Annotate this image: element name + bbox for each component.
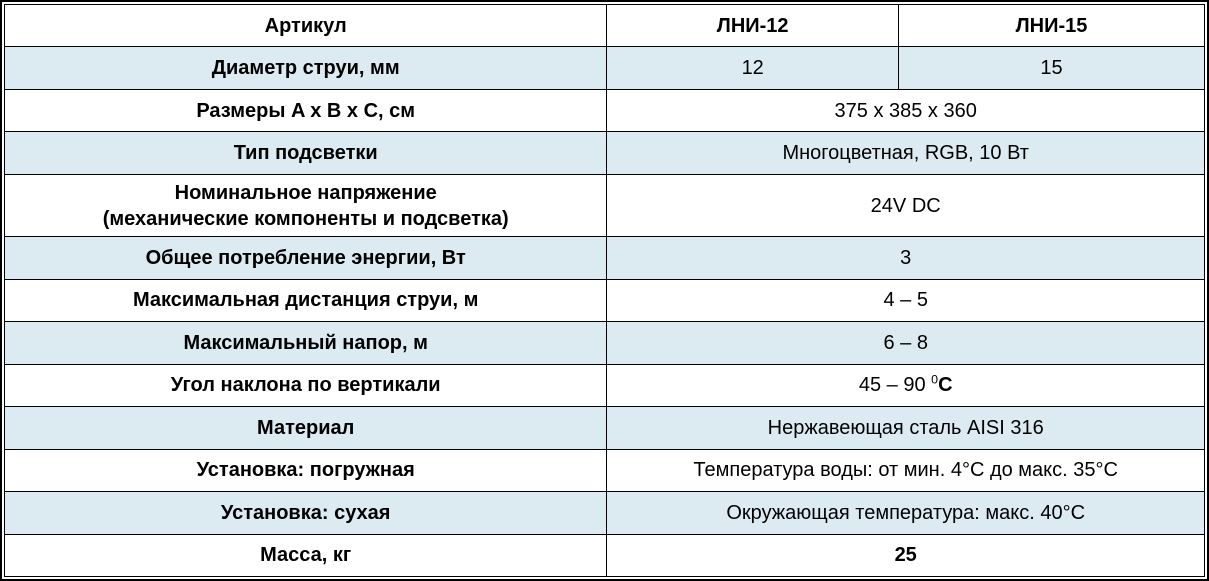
row-label: Максимальный напор, м bbox=[5, 322, 607, 364]
row-label: Установка: погружная bbox=[5, 449, 607, 491]
row-label bbox=[5, 174, 607, 236]
row-value: Окружающая температура: макс. 40°С bbox=[607, 492, 1205, 534]
row-label: Тип подсветки bbox=[5, 132, 607, 174]
table-row-light-type bbox=[5, 132, 1205, 174]
table-row-tilt-angle bbox=[5, 364, 1205, 406]
table-row-mass bbox=[5, 534, 1205, 577]
row-value: 4 – 5 bbox=[607, 279, 1205, 321]
tilt-value-superscript: 0 bbox=[931, 372, 939, 387]
row-value: 6 – 8 bbox=[607, 322, 1205, 364]
row-value-lni15: 15 bbox=[898, 47, 1204, 89]
row-value: 24V DC bbox=[607, 174, 1205, 236]
row-label: Установка: сухая bbox=[5, 492, 607, 534]
table-row-max-head bbox=[5, 322, 1205, 364]
table-row-diameter bbox=[5, 47, 1205, 89]
table-row-material bbox=[5, 407, 1205, 449]
row-value: Температура воды: от мин. 4°С до макс. 35°С bbox=[607, 449, 1205, 491]
row-label: Максимальная дистанция струи, м bbox=[5, 279, 607, 321]
table-row-install-dry bbox=[5, 492, 1205, 534]
table-row-dimensions bbox=[5, 89, 1205, 131]
row-label: Угол наклона по вертикали bbox=[5, 364, 607, 406]
row-value-lni12: 12 bbox=[607, 47, 899, 89]
row-value: Нержавеющая сталь AISI 316 bbox=[607, 407, 1205, 449]
row-label: Общее потребление энергии, Вт bbox=[5, 237, 607, 279]
row-label-line2: (механические компоненты и подсветка) bbox=[102, 207, 509, 230]
row-label: Материал bbox=[5, 407, 607, 449]
row-value: Многоцветная, RGB, 10 Вт bbox=[607, 132, 1205, 174]
table-row-voltage bbox=[5, 174, 1205, 236]
table-row-header bbox=[5, 5, 1205, 47]
row-label-line1: Номинальное напряжение bbox=[174, 181, 437, 204]
tilt-value-unit: С bbox=[938, 374, 953, 397]
row-label: Масса, кг bbox=[5, 534, 607, 577]
header-model-lni15: ЛНИ-15 bbox=[898, 5, 1204, 47]
tilt-value-prefix: 45 – 90 bbox=[858, 374, 932, 397]
row-value: 375 x 385 x 360 bbox=[607, 89, 1205, 131]
row-label: Диаметр струи, мм bbox=[5, 47, 607, 89]
table-row-power bbox=[5, 237, 1205, 279]
spec-table bbox=[4, 4, 1205, 577]
row-label: Размеры A x B x C, см bbox=[5, 89, 607, 131]
row-value: 3 bbox=[607, 237, 1205, 279]
row-value bbox=[607, 364, 1205, 406]
row-value: 25 bbox=[607, 534, 1205, 577]
table-row-install-submersible bbox=[5, 449, 1205, 491]
table-row-jet-distance bbox=[5, 279, 1205, 321]
header-article-label: Артикул bbox=[5, 5, 607, 47]
header-model-lni12: ЛНИ-12 bbox=[607, 5, 899, 47]
